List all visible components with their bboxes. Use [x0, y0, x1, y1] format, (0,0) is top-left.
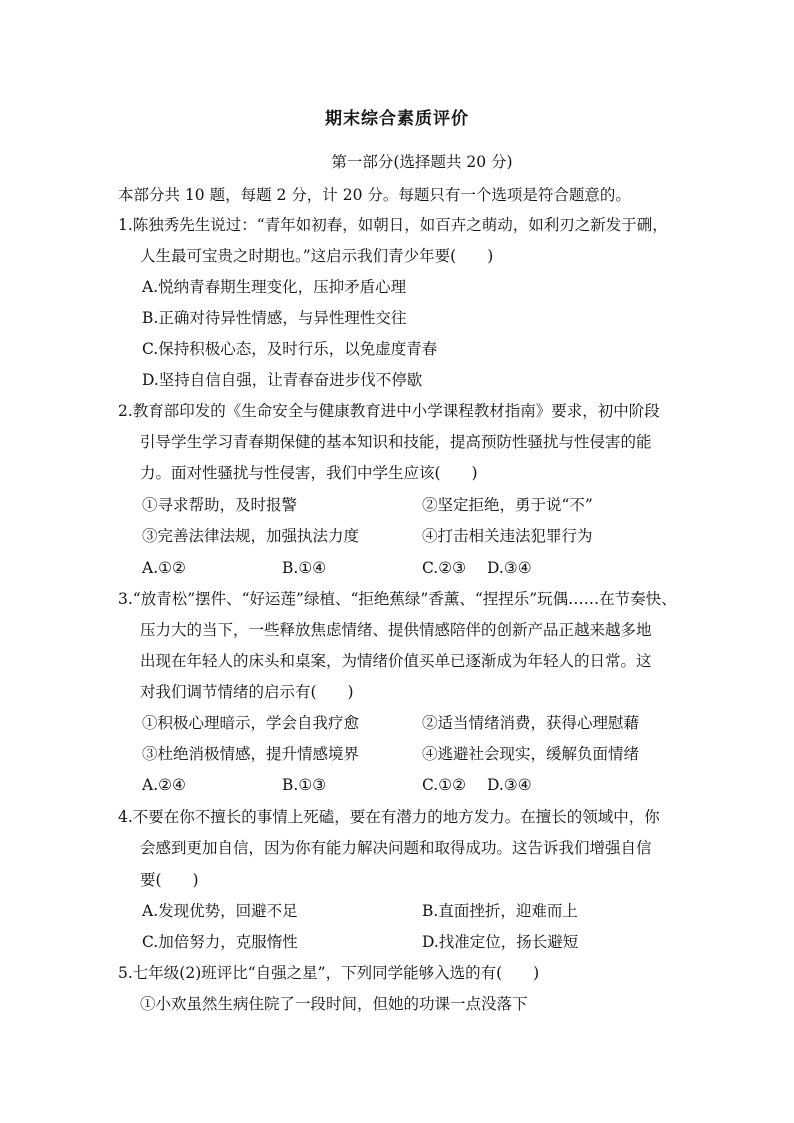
- question-4-line-1: 4.不要在你不擅长的事情上死磕，要在有潜力的地方发力。在擅长的领域中，你: [118, 808, 660, 826]
- question-5-statement-1: ①小欢虽然生病住院了一段时间，但她的功课一点没落下: [140, 995, 528, 1013]
- instructions: 本部分共 10 题，每题 2 分，计 20 分。每题只有一个选项是符合题意的。: [118, 186, 631, 204]
- question-1-line-2: 人生最可宝贵之时期也。”这启示我们青少年要( ): [140, 247, 494, 265]
- question-3-line-2: 压力大的当下，一些释放焦虑情绪、提供情感陪伴的创新产品正越来越多地: [140, 621, 652, 639]
- question-4-option-c: C.加倍努力，克服惰性: [142, 933, 298, 951]
- question-2-option-c: C.②③: [422, 559, 467, 577]
- question-3-option-c: C.①②: [422, 776, 467, 794]
- question-2-line-3: 力。面对性骚扰与性侵害，我们中学生应该( ): [140, 464, 478, 482]
- question-3-line-1: 3.“放青松”摆件、“好运莲”绿植、“拒绝蕉绿”香薰、“捏捏乐”玩偶……在节奏快、: [118, 590, 677, 608]
- question-3-option-b: B.①③: [282, 776, 327, 794]
- question-4-line-2: 会感到更加自信，因为你有能力解决问题和取得成功。这告诉我们增强自信: [140, 839, 652, 857]
- question-3-option-d: D.③④: [487, 776, 532, 794]
- question-2-option-b: B.①④: [282, 559, 327, 577]
- question-1-option-c: C.保持积极心态，及时行乐，以免虚度青春: [142, 340, 438, 358]
- question-3-line-4: 对我们调节情绪的启示有( ): [140, 683, 354, 701]
- question-2-option-d: D.③④: [487, 559, 532, 577]
- question-1-option-b: B.正确对待异性情感，与异性理性交往: [142, 309, 407, 327]
- question-2-statement-4: ④打击相关违法犯罪行为: [422, 527, 593, 545]
- question-5-line-1: 5.七年级(2)班评比“自强之星”，下列同学能够入选的有( ): [118, 964, 540, 982]
- question-3-statement-4: ④逃避社会现实，缓解负面情绪: [422, 745, 640, 763]
- question-2-statement-1: ①寻求帮助，及时报警: [142, 496, 298, 514]
- question-3-statement-3: ③杜绝消极情感，提升情感境界: [142, 745, 360, 763]
- question-2-statement-2: ②坚定拒绝，勇于说“不”: [422, 496, 593, 514]
- section-header: 第一部分(选择题共 20 分): [331, 153, 513, 171]
- question-3-line-3: 出现在年轻人的床头和桌案，为情绪价值买单已逐渐成为年轻人的日常。这: [140, 652, 652, 670]
- page-title: 期末综合素质评价: [325, 109, 469, 129]
- question-2-option-a: A.①②: [142, 559, 186, 577]
- question-1-option-a: A.悦纳青春期生理变化，压抑矛盾心理: [142, 278, 407, 296]
- question-2-statement-3: ③完善法律法规，加强执法力度: [142, 527, 360, 545]
- question-2-line-2: 引导学生学习青春期保健的基本知识和技能，提高预防性骚扰与性侵害的能: [140, 433, 652, 451]
- question-3-option-a: A.②④: [142, 776, 186, 794]
- question-2-line-1: 2.教育部印发的《生命安全与健康教育进中小学课程教材指南》要求，初中阶段: [118, 402, 660, 420]
- question-1-option-d: D.坚持自信自强，让青春奋进步伐不停歇: [142, 371, 423, 389]
- question-4-option-a: A.发现优势，回避不足: [142, 902, 298, 920]
- question-1-line-1: 1.陈独秀先生说过：“青年如初春，如朝日，如百卉之萌动，如利刃之新发于硎，: [118, 216, 668, 234]
- question-4-option-d: D.找准定位，扬长避短: [422, 933, 579, 951]
- question-4-option-b: B.直面挫折，迎难而上: [422, 902, 578, 920]
- question-3-statement-1: ①积极心理暗示，学会自我疗愈: [142, 714, 360, 732]
- question-3-statement-2: ②适当情绪消费，获得心理慰藉: [422, 714, 640, 732]
- question-4-line-3: 要( ): [140, 871, 199, 889]
